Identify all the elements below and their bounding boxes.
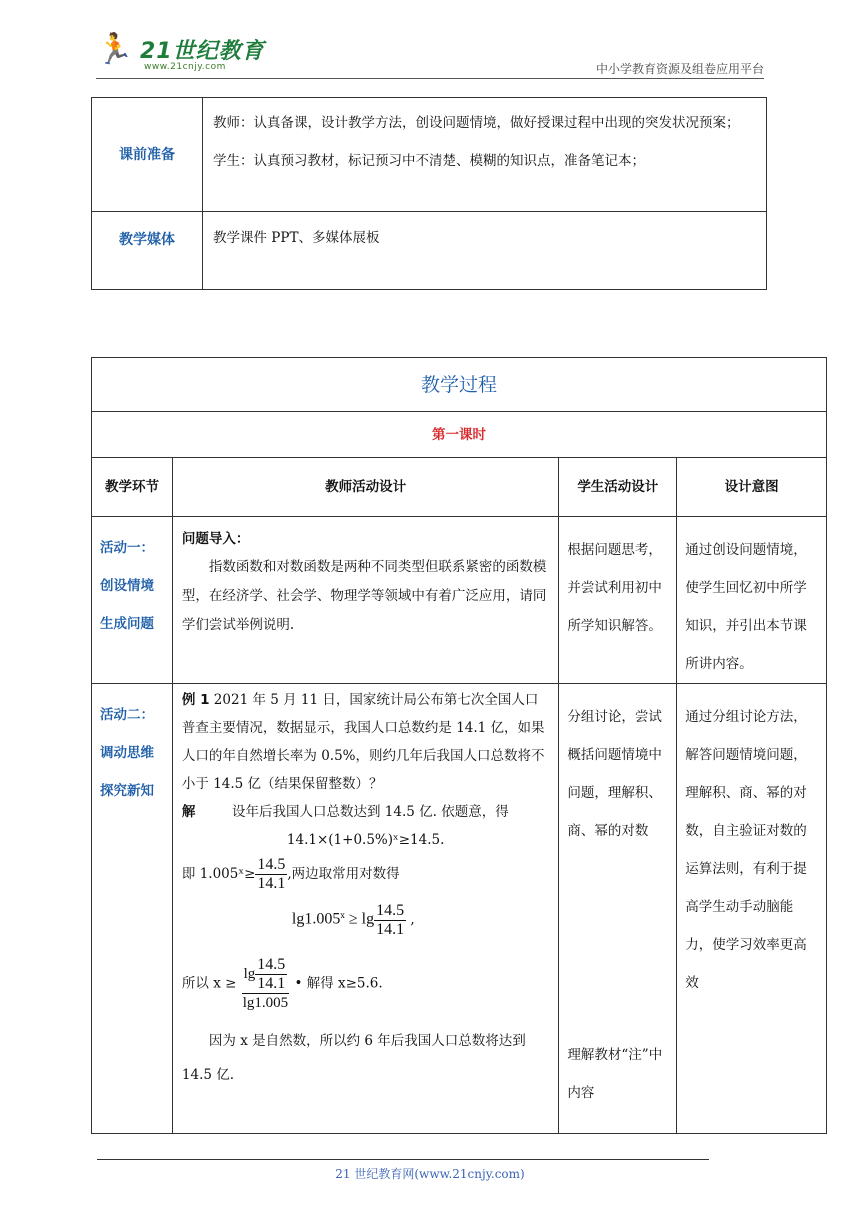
conclusion: 因为 x 是自然数，所以约 6 年后我国人口总数将达到 14.5 亿. (181, 1032, 526, 1083)
eq4-prefix: 所以 x ≥ (181, 975, 237, 991)
lesson-label: 第一课时 (92, 412, 827, 458)
logo-text: 21世纪教育 (140, 39, 265, 64)
activity1-text: 指数函数和对数函数是两种不同类型但联系紧密的函数模型，在经济学、社会学、物理学等领域中有着广泛应用，请同学们尝试举例说明. (181, 559, 547, 633)
big-fraction-num (242, 956, 290, 994)
activity1-student: 根据问题思考，并尝试利用初中所学知识解答。 (559, 517, 677, 684)
stage-line: 活动一： (100, 540, 154, 556)
lg-text: lg (243, 966, 256, 982)
process-title: 教学过程 (92, 358, 827, 412)
equation-4 (182, 942, 550, 1012)
runner-icon: 🏃 (96, 32, 134, 67)
eq2-suffix: ,两边取常用对数得 (287, 866, 400, 882)
activity2-teacher (172, 684, 559, 1134)
footer-text: 21 世纪教育网(www.21cnjy.com) (335, 1167, 525, 1181)
activity2-intent: 通过分组讨论方法，解答问题情境问题，理解积、商、幂的对数，自主验证对数的运算法则，有利于提高学生动手动脑能力，使学习效率更高效 (677, 684, 827, 1134)
big-fraction-den: lg1.005 (242, 994, 289, 1011)
activity1-teacher (172, 517, 559, 684)
fraction (374, 902, 406, 939)
header-slogan: 中小学教育资源及组卷应用平台 (595, 62, 764, 76)
example-label: 例 1 (181, 692, 210, 708)
activity1-stage (92, 517, 173, 684)
stage-line: 生成问题 (100, 616, 154, 632)
col-header: 教师活动设计 (172, 458, 559, 517)
eq3-left: lg1.005 (291, 910, 341, 928)
footer-rule (97, 1159, 709, 1160)
column-header-row (92, 458, 827, 517)
process-table (91, 357, 827, 1134)
example-text: 2021 年 5 月 11 日，国家统计局公布第七次全国人口普查主要情况，数据显示，我国人口总数约是 14.1 亿，如果人口的年自然增长率为 0.5%，则约几年后我国人口总数将不小于 14.5 亿（结果保留整数）？ (181, 692, 545, 792)
eq4-suffix: • 解得 x≥5.6. (294, 975, 383, 991)
fraction-num: 14.5 (376, 901, 405, 919)
big-fraction (241, 956, 290, 1012)
equation-2 (182, 854, 550, 894)
media-label: 教学媒体 (92, 212, 203, 290)
fraction-num: 14.5 (257, 955, 286, 973)
student-text: 分组讨论，尝试概括问题情境中问题，理解积、商、幂的对数 (567, 709, 662, 839)
stage-line: 调动思维 (100, 745, 154, 761)
prep-content (203, 98, 767, 212)
prep-student: 学生：认真预习教材，标记预习中不清楚、模糊的知识点，准备笔记本； (213, 153, 645, 169)
eq2-prefix: 即 1.005ˣ≥ (181, 866, 256, 882)
prep-label: 课前准备 (92, 98, 203, 212)
solution-line (182, 798, 550, 826)
eq3-mid: ≥ lg (344, 910, 375, 928)
equation-3: $\lg 1.005^x \ge \lg$ $\frac{14.5}{14.1}$ , (291, 901, 415, 938)
stage-line: 创设情境 (100, 578, 154, 594)
student-text-2: 理解教材“注”中内容 (567, 1047, 663, 1101)
prep-table (91, 97, 767, 290)
header-rule (96, 78, 764, 79)
col-header: 学生活动设计 (559, 458, 677, 517)
solution-label: 解 (181, 804, 196, 820)
page-header (0, 0, 860, 90)
logo (96, 32, 266, 80)
logo-url: www.21cnjy.com (144, 62, 226, 72)
prep-teacher: 教师：认真备课，设计教学方法，创设问题情境，做好授课过程中出现的突发状况预案； (213, 115, 740, 131)
fraction (255, 856, 287, 893)
activity2-student (559, 684, 677, 1134)
fraction-den: 14.1 (376, 920, 405, 938)
activity1-intent: 通过创设问题情境，使学生回忆初中所学知识，并引出本节课所讲内容。 (677, 517, 827, 684)
stage-line: 探究新知 (100, 783, 154, 799)
media-content: 教学课件 PPT、多媒体展板 (203, 212, 767, 290)
activity2-stage (92, 684, 173, 1134)
activity-row-1 (92, 517, 827, 684)
fraction-den: 14.1 (257, 875, 286, 892)
fraction (255, 956, 287, 993)
fraction-num: 14.5 (257, 856, 286, 873)
col-header: 教学环节 (92, 458, 173, 517)
stage-line: 活动二： (100, 707, 154, 723)
example-1 (182, 686, 550, 798)
equation-1: 14.1×(1+0.5%)ˣ≥14.5. (286, 832, 445, 848)
col-header: 设计意图 (677, 458, 827, 517)
activity1-heading: 问题导入： (181, 531, 250, 547)
activity-row-2 (92, 684, 827, 1134)
solution-text: 设年后我国人口总数达到 14.5 亿. 依题意，得 (232, 804, 509, 820)
fraction-den: 14.1 (257, 974, 286, 992)
